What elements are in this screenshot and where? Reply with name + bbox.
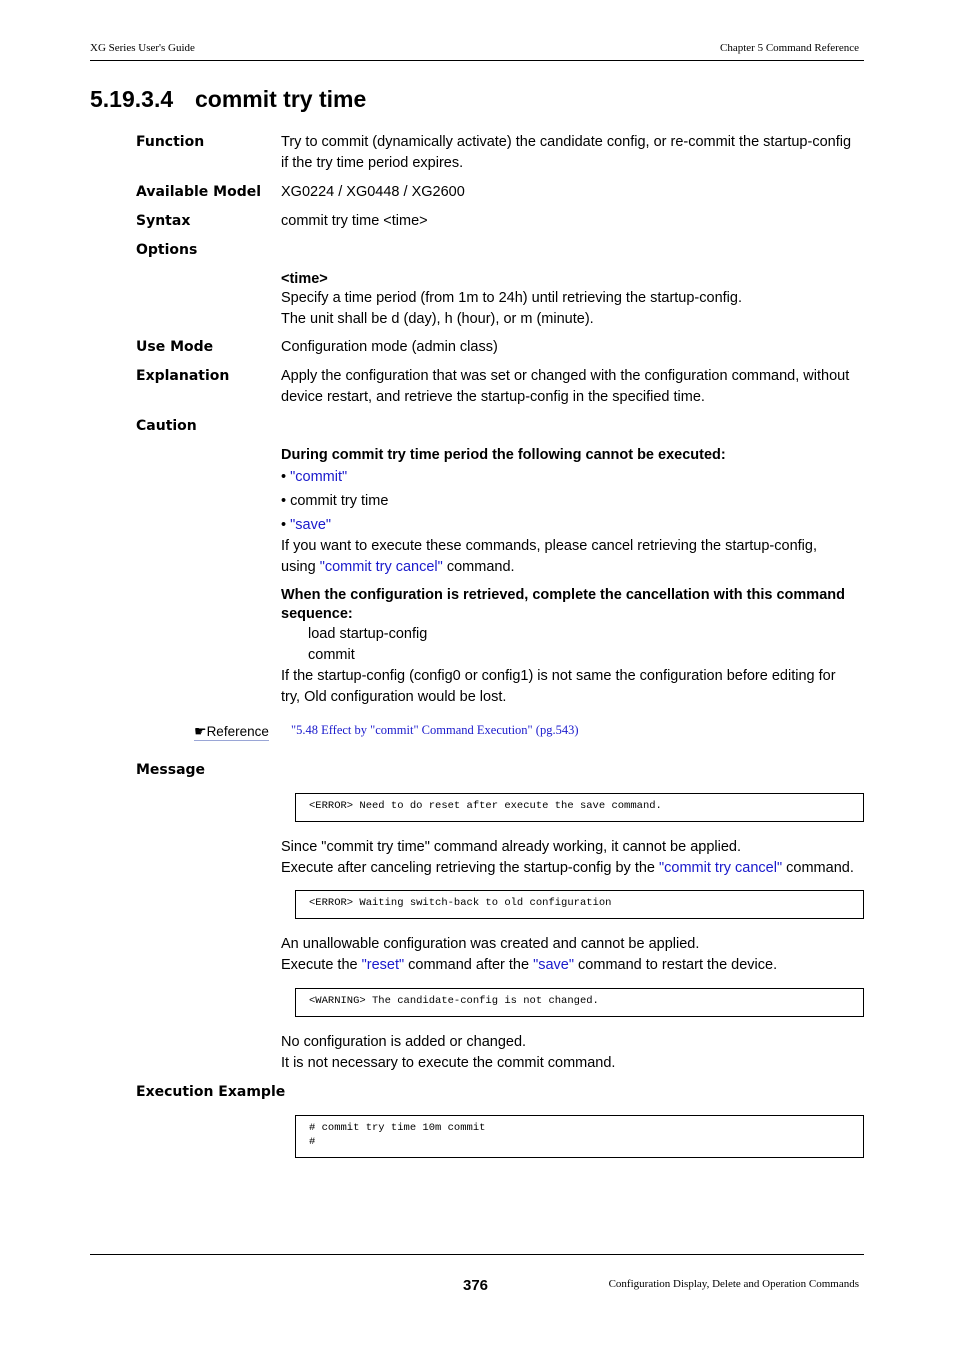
link-commit-try-cancel[interactable]: "commit try cancel"	[319, 559, 443, 575]
text: command.	[782, 860, 854, 876]
sequence-line-2: commit	[308, 647, 355, 663]
reference-tag	[194, 723, 269, 741]
label-function: Function	[136, 134, 205, 150]
caution-paragraph-1	[281, 536, 817, 578]
function-line-2: if the try time period expires.	[281, 155, 464, 171]
option-line-2: The unit shall be d (day), h (hour), or m (minute).	[281, 311, 594, 327]
header-chapter-title: Chapter 5 Command Reference	[720, 42, 859, 54]
header-guide-title: XG Series User's Guide	[90, 42, 195, 54]
message-description-3	[281, 1032, 615, 1074]
link-reset[interactable]: "reset"	[361, 957, 405, 973]
caution-para2-line-2: try, Old configuration would be lost.	[281, 689, 507, 705]
caution-para1-line-1: If you want to execute these commands, please cancel retrieving the startup-config,	[281, 538, 817, 554]
message-box-1	[295, 793, 864, 822]
section-heading	[90, 86, 366, 113]
section-number: 5.19.3.4	[90, 86, 174, 112]
link-commit-try-cancel[interactable]: "commit try cancel"	[659, 860, 783, 876]
message1-line-1: Since "commit try time" command already working, it cannot be applied.	[281, 839, 741, 855]
label-syntax: Syntax	[136, 213, 191, 229]
text: Execute the	[281, 957, 362, 973]
message-code-1: <ERROR> Need to do reset after execute the save command.	[309, 800, 662, 812]
bullet-text: commit try time	[290, 493, 389, 509]
message-code-3: <WARNING> The candidate-config is not changed.	[309, 995, 599, 1007]
explanation-line-2: device restart, and retrieve the startup-config in the specified time.	[281, 389, 705, 405]
bullet-mark: •	[281, 493, 287, 509]
label-available-model: Available Model	[136, 184, 262, 200]
syntax-text: commit try time <time>	[281, 213, 428, 229]
caution-heading-2	[281, 586, 845, 624]
sequence-line-1: load startup-config	[308, 626, 428, 642]
message-box-3	[295, 988, 864, 1017]
explanation-text	[281, 366, 849, 408]
function-line-1: Try to commit (dynamically activate) the candidate config, or re-commit the startup-config	[281, 134, 852, 150]
option-description	[281, 288, 742, 330]
use-mode-text: Configuration mode (admin class)	[281, 339, 498, 355]
pointing-hand-icon: ☛	[194, 723, 207, 739]
text: command to restart the device.	[574, 957, 778, 973]
option-line-1: Specify a time period (from 1m to 24h) until retrieving the startup-config.	[281, 290, 742, 306]
model-text: XG0224 / XG0448 / XG2600	[281, 184, 465, 200]
page-number: 376	[463, 1277, 489, 1294]
bullet-mark: •	[281, 517, 287, 533]
explanation-line-1: Apply the configuration that was set or changed with the configuration command, without	[281, 368, 850, 384]
message3-line-1: No configuration is added or changed.	[281, 1034, 527, 1050]
example-line-2: #	[309, 1136, 316, 1148]
text: command.	[442, 559, 515, 575]
caution-bullet-commit-try-time	[281, 493, 388, 509]
caution-heading2-line-1: When the configuration is retrieved, complete the cancellation with this command	[281, 587, 845, 603]
section-title: commit try time	[195, 86, 367, 112]
caution-bullet-save	[281, 517, 331, 533]
message2-line-1: An unallowable configuration was created and cannot be applied.	[281, 936, 700, 952]
caution-heading-1: During commit try time period the following cannot be executed:	[281, 447, 726, 463]
text: Execute after canceling retrieving the startup-config by the	[281, 860, 660, 876]
caution-bullet-commit	[281, 469, 347, 485]
text: using	[281, 559, 320, 575]
caution-para2-line-1: If the startup-config (config0 or config1) is not same the configuration before editing for	[281, 668, 836, 684]
label-caution: Caution	[136, 418, 197, 434]
footer-section-title: Configuration Display, Delete and Operation Commands	[608, 1278, 859, 1290]
message1-line-2	[281, 858, 854, 879]
link-save[interactable]: "save"	[290, 517, 332, 533]
label-execution-example: Execution Example	[136, 1084, 286, 1100]
label-options: Options	[136, 242, 198, 258]
caution-paragraph-2	[281, 666, 836, 708]
message-code-2: <ERROR> Waiting switch-back to old configuration	[309, 897, 612, 909]
example-box	[295, 1115, 864, 1158]
message-description-1	[281, 837, 854, 879]
link-save[interactable]: "save"	[533, 957, 575, 973]
example-line-1: # commit try time 10m commit	[309, 1122, 486, 1134]
message3-line-2: It is not necessary to execute the commit command.	[281, 1055, 616, 1071]
reference-link[interactable]: "5.48 Effect by "commit" Command Execution" (pg.543)	[291, 723, 579, 737]
message-description-2	[281, 934, 777, 976]
label-use-mode: Use Mode	[136, 339, 214, 355]
caution-para1-line-2	[281, 557, 817, 578]
bullet-mark: •	[281, 469, 287, 485]
text: command after the	[404, 957, 534, 973]
message2-line-2	[281, 955, 777, 976]
link-commit[interactable]: "commit"	[290, 469, 348, 485]
footer-rule	[90, 1254, 864, 1255]
option-param: <time>	[281, 271, 328, 287]
header-rule	[90, 60, 864, 61]
label-message: Message	[136, 762, 206, 778]
label-explanation: Explanation	[136, 368, 230, 384]
message-box-2	[295, 890, 864, 919]
reference-label: Reference	[206, 724, 269, 739]
caution-heading2-line-2: sequence:	[281, 606, 353, 622]
function-text	[281, 132, 851, 174]
caution-sequence	[308, 624, 427, 666]
